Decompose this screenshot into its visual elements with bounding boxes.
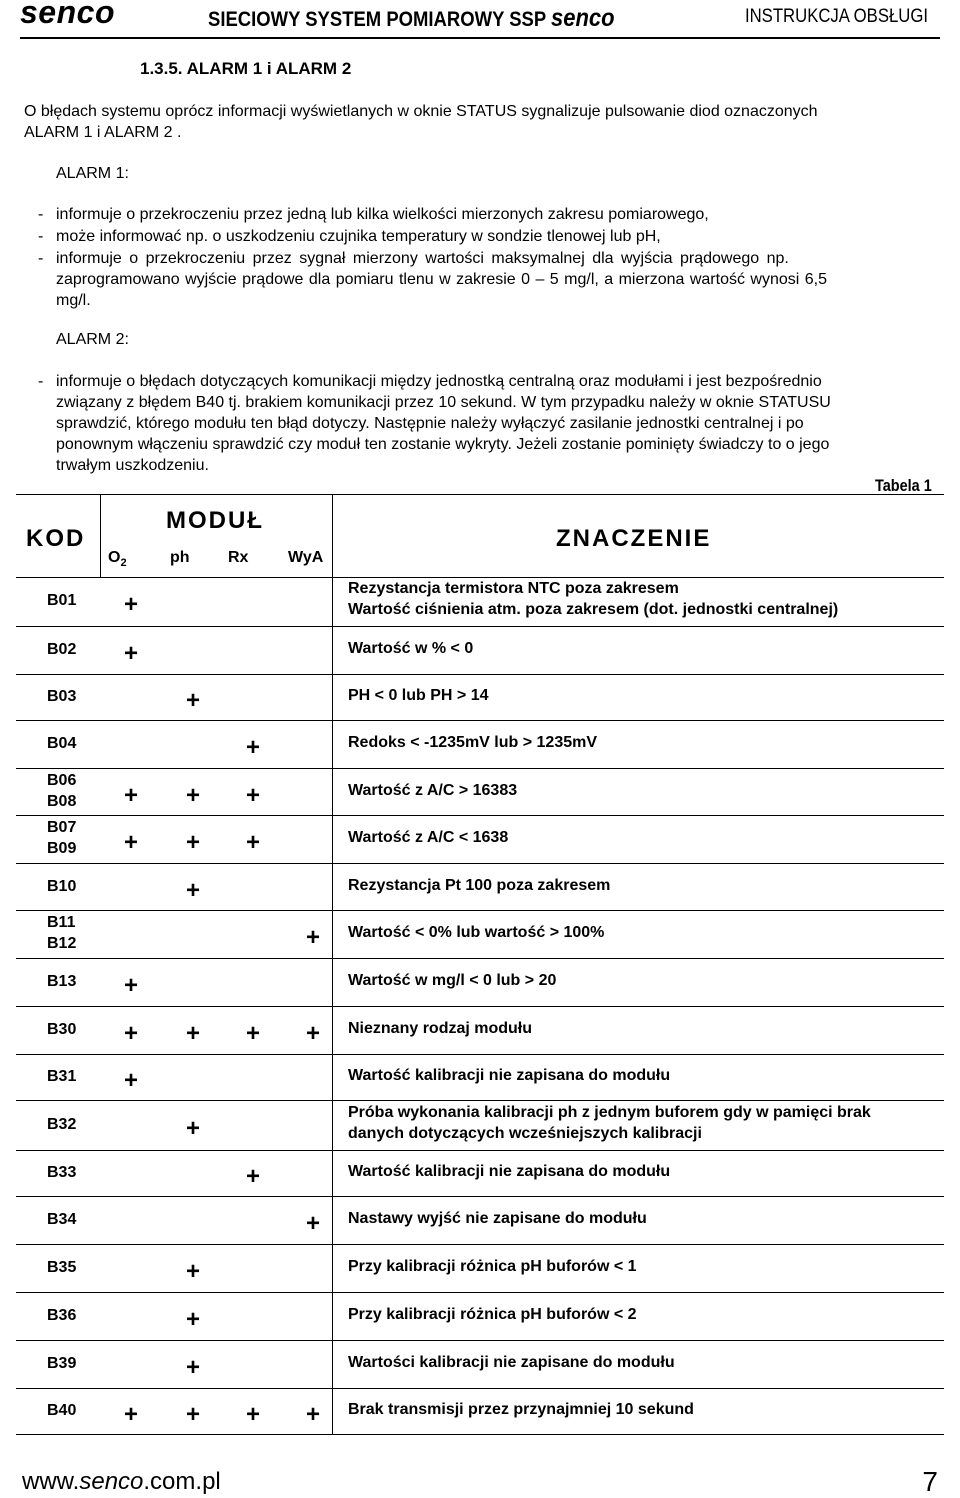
table-header xyxy=(16,494,944,578)
table-row xyxy=(16,1100,944,1151)
module-col-o2-label: O xyxy=(108,549,121,566)
table-row xyxy=(16,626,944,675)
module-plus-mark: + xyxy=(246,1020,261,1047)
module-plus-mark: + xyxy=(186,1401,201,1428)
table-divider xyxy=(332,1196,333,1244)
header-title-prefix: SIECIOWY SYSTEM POMIAROWY SSP xyxy=(208,8,551,31)
error-description: Próba wykonania kalibracji ph z jednym buforem gdy w pamięci brak xyxy=(348,1104,871,1121)
col-header-kod: KOD xyxy=(26,525,86,552)
table-row xyxy=(16,1150,944,1197)
table-divider xyxy=(332,910,333,958)
error-code: B31 xyxy=(47,1068,77,1085)
module-plus-mark: + xyxy=(186,1115,201,1142)
module-col-ph: ph xyxy=(170,549,190,566)
error-description: Wartość z A/C < 1638 xyxy=(348,829,509,846)
module-plus-mark: + xyxy=(186,829,201,856)
list-bullet: - xyxy=(38,206,44,223)
table-row xyxy=(16,958,944,1007)
table-divider xyxy=(332,495,333,577)
table-divider xyxy=(332,1006,333,1054)
error-description: Redoks < -1235mV lub > 1235mV xyxy=(348,734,598,751)
module-col-o2-subscript: 2 xyxy=(120,557,127,570)
error-description: Nieznany rodzaj modułu xyxy=(348,1020,533,1037)
error-code: B40 xyxy=(47,1402,77,1419)
table-row xyxy=(16,1054,944,1101)
error-code: B07 xyxy=(47,819,77,836)
error-code: B06 xyxy=(47,771,77,789)
module-col-wya: WyA xyxy=(288,549,324,566)
header-title-brand: senco xyxy=(550,4,615,32)
error-code: B04 xyxy=(47,735,77,752)
error-code: B09 xyxy=(47,840,77,857)
error-code: B13 xyxy=(47,973,77,990)
table-row xyxy=(16,863,944,911)
alarm1-heading: ALARM 1: xyxy=(56,165,129,182)
module-plus-mark: + xyxy=(306,1210,321,1237)
alarm2-line-4: ponownym włączeniu sprawdzić czy moduł ten zostanie wykryty. Jeżeli zostanie pominięty świadczy to o jego xyxy=(56,436,830,453)
module-plus-mark: + xyxy=(186,1258,201,1285)
module-plus-mark: + xyxy=(186,1306,201,1333)
table-divider xyxy=(332,1388,333,1434)
alarm1-item-3-cont: zaprogramowano wyjście prądowe dla pomiaru tlenu w zakresie 0 – 5 mg/l, a mierzona wartość wynosi 6,5 xyxy=(56,271,828,288)
module-plus-mark: + xyxy=(124,1067,139,1094)
error-code: B01 xyxy=(47,592,77,609)
module-plus-mark: + xyxy=(124,591,139,618)
error-code: B32 xyxy=(47,1116,77,1133)
module-plus-mark: + xyxy=(246,734,261,761)
logo: senco xyxy=(20,0,115,30)
list-bullet: - xyxy=(38,250,44,267)
table-divider xyxy=(332,1244,333,1292)
table-divider xyxy=(332,958,333,1006)
error-code: B33 xyxy=(47,1164,77,1181)
error-code: B39 xyxy=(47,1355,77,1372)
module-plus-mark: + xyxy=(306,924,321,951)
error-code: B30 xyxy=(47,1021,77,1038)
table-divider xyxy=(332,1054,333,1100)
error-description: Wartość kalibracji nie zapisana do modułu xyxy=(348,1163,671,1180)
error-description: Wartość ciśnienia atm. poza zakresem (dot. jednostki centralnej) xyxy=(348,601,839,618)
intro-line-1: O błędach systemu oprócz informacji wyświetlanych w oknie STATUS sygnalizuje pulsowanie diod oznaczonych xyxy=(24,103,818,120)
header-title xyxy=(208,4,615,33)
list-bullet: - xyxy=(38,373,44,390)
intro-line-2: ALARM 1 i ALARM 2 . xyxy=(24,124,182,141)
module-plus-mark: + xyxy=(124,1020,139,1047)
table-divider xyxy=(332,863,333,910)
error-description: Wartość w % < 0 xyxy=(348,640,474,657)
table-divider xyxy=(332,1340,333,1388)
table-row xyxy=(16,1292,944,1341)
table-divider xyxy=(332,626,333,674)
module-plus-mark: + xyxy=(186,781,201,809)
module-plus-mark: + xyxy=(124,640,139,667)
module-plus-mark: + xyxy=(306,1020,321,1047)
module-plus-mark: + xyxy=(124,1401,139,1428)
module-col-o2 xyxy=(108,549,127,569)
error-description: Wartość w mg/l < 0 lub > 20 xyxy=(348,972,557,989)
module-plus-mark: + xyxy=(186,876,201,904)
module-plus-mark: + xyxy=(186,1020,201,1047)
table-row xyxy=(16,576,944,627)
error-description: PH < 0 lub PH > 14 xyxy=(348,687,489,704)
error-code: B03 xyxy=(47,688,77,705)
list-bullet: - xyxy=(38,228,44,245)
table-divider xyxy=(332,674,333,720)
table-row xyxy=(16,768,944,816)
module-plus-mark: + xyxy=(246,781,261,809)
footer-url-suffix: .com.pl xyxy=(143,1468,221,1495)
module-plus-mark: + xyxy=(124,781,139,809)
table-row xyxy=(16,674,944,721)
alarm2-line-3: sprawdzić, którego modułu ten błąd dotyczy. Następnie należy wyłączyć zasilanie jednostki centralnej i po xyxy=(56,415,804,432)
error-description: Rezystancja termistora NTC poza zakresem xyxy=(348,580,679,597)
module-plus-mark: + xyxy=(186,1354,201,1381)
table-divider xyxy=(332,815,333,863)
error-description: Przy kalibracji różnica pH buforów < 2 xyxy=(348,1306,637,1323)
alarm1-item-3: informuje o przekroczeniu przez sygnał mierzony wartości maksymalnej dla wyjścia prądowego np. xyxy=(56,250,789,267)
error-code: B08 xyxy=(47,792,77,810)
section-title: 1.3.5. ALARM 1 i ALARM 2 xyxy=(140,59,352,78)
col-header-znaczenie: ZNACZENIE xyxy=(556,525,712,552)
table-divider xyxy=(332,1100,333,1150)
error-code: B34 xyxy=(47,1211,77,1228)
module-plus-mark: + xyxy=(306,1401,321,1428)
error-code: B12 xyxy=(47,935,77,952)
header-right: INSTRUKCJA OBSŁUGI xyxy=(744,6,928,27)
error-code: B36 xyxy=(47,1307,77,1324)
error-code: B10 xyxy=(47,877,77,895)
module-plus-mark: + xyxy=(246,1163,261,1190)
footer-url-prefix: www. xyxy=(22,1468,80,1495)
module-plus-mark: + xyxy=(246,829,261,856)
error-description: Rezystancja Pt 100 poza zakresem xyxy=(348,876,611,894)
error-description: Nastawy wyjść nie zapisane do modułu xyxy=(348,1210,647,1227)
table-row xyxy=(16,1006,944,1055)
footer-url-brand: senco xyxy=(79,1468,144,1495)
table-divider xyxy=(332,576,333,626)
table-divider xyxy=(332,720,333,768)
error-code: B11 xyxy=(47,914,76,931)
table-row xyxy=(16,815,944,864)
module-plus-mark: + xyxy=(246,1401,261,1428)
table-row xyxy=(16,1196,944,1245)
error-code: B02 xyxy=(47,641,77,658)
error-description: Wartości kalibracji nie zapisane do modułu xyxy=(348,1354,675,1371)
module-plus-mark: + xyxy=(124,829,139,856)
module-plus-mark: + xyxy=(124,972,139,999)
table-row xyxy=(16,1244,944,1293)
error-description: Wartość < 0% lub wartość > 100% xyxy=(348,924,605,941)
table-divider xyxy=(100,495,101,577)
module-col-rx: Rx xyxy=(228,549,249,566)
table-row xyxy=(16,1388,944,1435)
error-description: danych dotyczących wcześniejszych kalibracji xyxy=(348,1125,702,1142)
module-plus-mark: + xyxy=(186,687,201,714)
footer-url xyxy=(22,1468,221,1496)
error-description: Wartość kalibracji nie zapisana do modułu xyxy=(348,1067,671,1084)
alarm2-line-5: trwałym uszkodzeniu. xyxy=(56,457,209,474)
alarm1-item-1: informuje o przekroczeniu przez jedną lub kilka wielkości mierzonych zakresu pomiarowego, xyxy=(56,206,709,223)
alarm2-line-1: informuje o błędach dotyczących komunikacji między jednostką centralną oraz modułami i jest bezpośrednio xyxy=(56,373,822,390)
table-row xyxy=(16,1340,944,1389)
error-description: Brak transmisji przez przynajmniej 10 sekund xyxy=(348,1401,694,1418)
alarm2-heading: ALARM 2: xyxy=(56,331,129,348)
table-divider xyxy=(332,1292,333,1340)
page-number: 7 xyxy=(922,1466,938,1497)
alarm1-item-2: może informować np. o uszkodzeniu czujnika temperatury w sondzie tlenowej lub pH, xyxy=(56,228,661,245)
error-description: Przy kalibracji różnica pH buforów < 1 xyxy=(348,1258,637,1275)
table-caption: Tabela 1 xyxy=(875,476,932,495)
alarm1-item-3-end: mg/l. xyxy=(56,292,91,309)
table-divider xyxy=(332,768,333,815)
table-row xyxy=(16,910,944,959)
table-row xyxy=(16,720,944,769)
error-code: B35 xyxy=(47,1259,77,1276)
header-divider xyxy=(20,37,940,39)
col-header-modul: MODUŁ xyxy=(166,507,264,534)
table-divider xyxy=(332,1150,333,1196)
page-header xyxy=(0,0,960,40)
alarm2-line-2: związany z błędem B40 tj. brakiem komunikacji przez 10 sekund. W tym przypadku należy w oknie STATUSU xyxy=(56,394,831,411)
error-description: Wartość z A/C > 16383 xyxy=(348,781,518,799)
